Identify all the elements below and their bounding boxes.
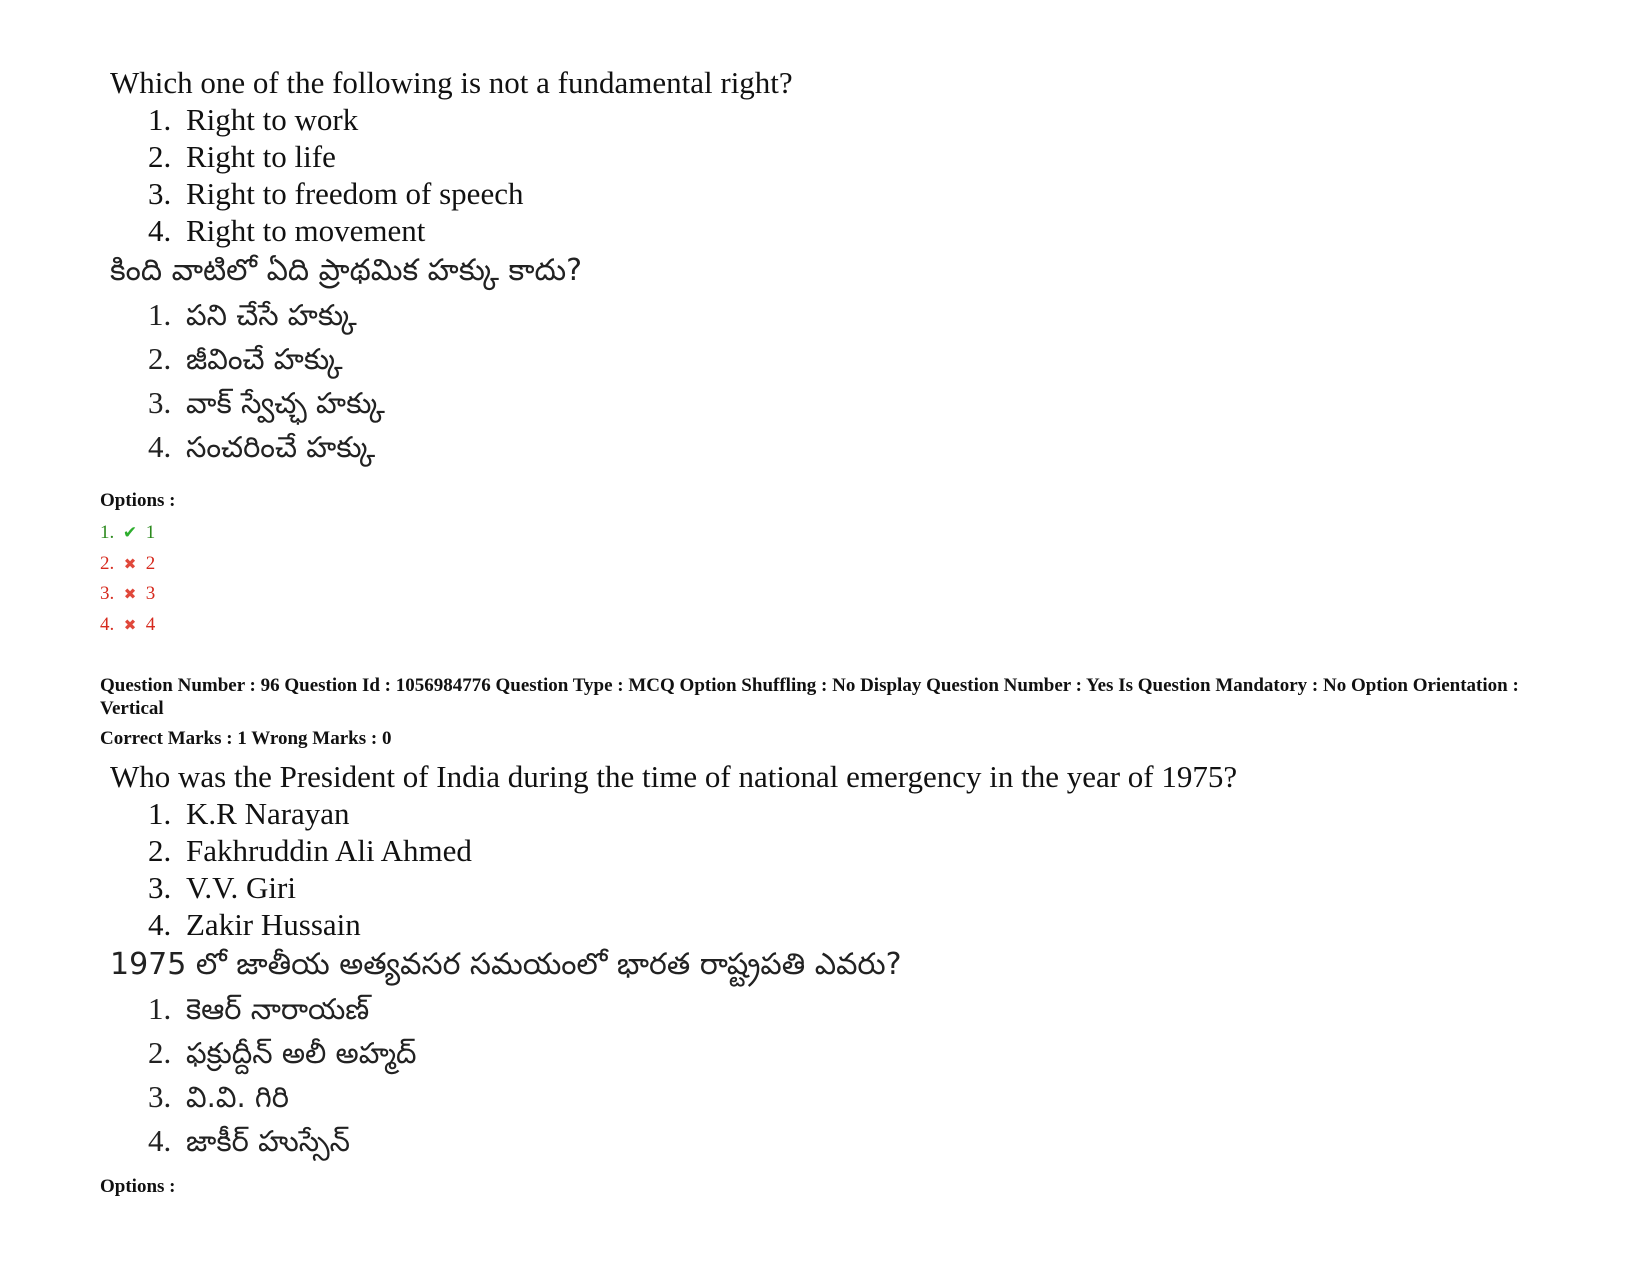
question-95-image [110,64,793,469]
question-96-telugu-choices [110,987,1237,1163]
choice-item: 3. Right to freedom of speech [148,176,524,211]
question-95-english-choices [110,101,793,249]
options-label: Options : [100,1176,176,1197]
question-95-telugu-choices [110,293,793,469]
choice-item: 1. Right to work [148,102,359,137]
choice-item: 4. Zakir Hussain [148,907,361,942]
choice-item: 2. జీవించే హక్కు [148,341,343,376]
question-96-metadata: Question Number : 96 Question Id : 1056984776 Question Type : MCQ Option Shuffling : No Display Question Number : Yes Is Question Mandatory : No Option Orientation : Vertical [100,675,1519,719]
answer-option-correct: 1. ✔ 1 [100,518,155,549]
question-96-image [110,758,1237,1163]
choice-item: 3. వాక్ స్వేచ్ఛ హక్కు [148,385,385,420]
answer-option-wrong: 3. ✖ 3 [100,579,155,610]
choice-item: 1. కెఆర్ నారాయణ్ [148,991,370,1026]
answer-option-wrong: 2. ✖ 2 [100,549,155,580]
choice-item: 3. వి.వి. గిరి [148,1079,289,1114]
cross-icon: ✖ [123,585,137,603]
question-96-english-choices [110,795,1237,943]
choice-item: 4. జాకీర్ హుస్సేన్ [148,1123,351,1158]
choice-item: 4. సంచరించే హక్కు [148,429,376,464]
cross-icon: ✖ [123,615,137,634]
choice-item: 1. K.R Narayan [148,796,350,831]
choice-item: 2. Right to life [148,139,336,174]
choice-item: 4. Right to movement [148,213,426,248]
cross-icon: ✖ [123,554,137,573]
question-95-telugu-text: కింది వాటిలో ఏది ప్రాథమిక హక్కు కాదు? [110,253,582,288]
answer-option-wrong: 4. ✖ 4 [100,610,155,641]
choice-item: 1. పని చేసే హక్కు [148,297,357,332]
options-label: Options : [100,490,176,511]
answer-options-list [100,518,155,640]
choice-item: 2. ఫక్రుద్దీన్ అలీ అహ్మద్ [148,1035,417,1070]
choice-item: 3. V.V. Giri [148,870,296,905]
choice-item: 2. Fakhruddin Ali Ahmed [148,833,472,868]
question-96-telugu-text: 1975 లో జాతీయ అత్యవసర సమయంలో భారత రాష్ట్రపతి ఎవరు? [110,947,902,982]
check-icon: ✔ [122,523,138,543]
question-96-english-text: Who was the President of India during the time of national emergency in the year of 1975? [110,759,1238,794]
question-96-marks: Correct Marks : 1 Wrong Marks : 0 [100,728,392,749]
question-95-english-text: Which one of the following is not a fundamental right? [110,65,793,100]
